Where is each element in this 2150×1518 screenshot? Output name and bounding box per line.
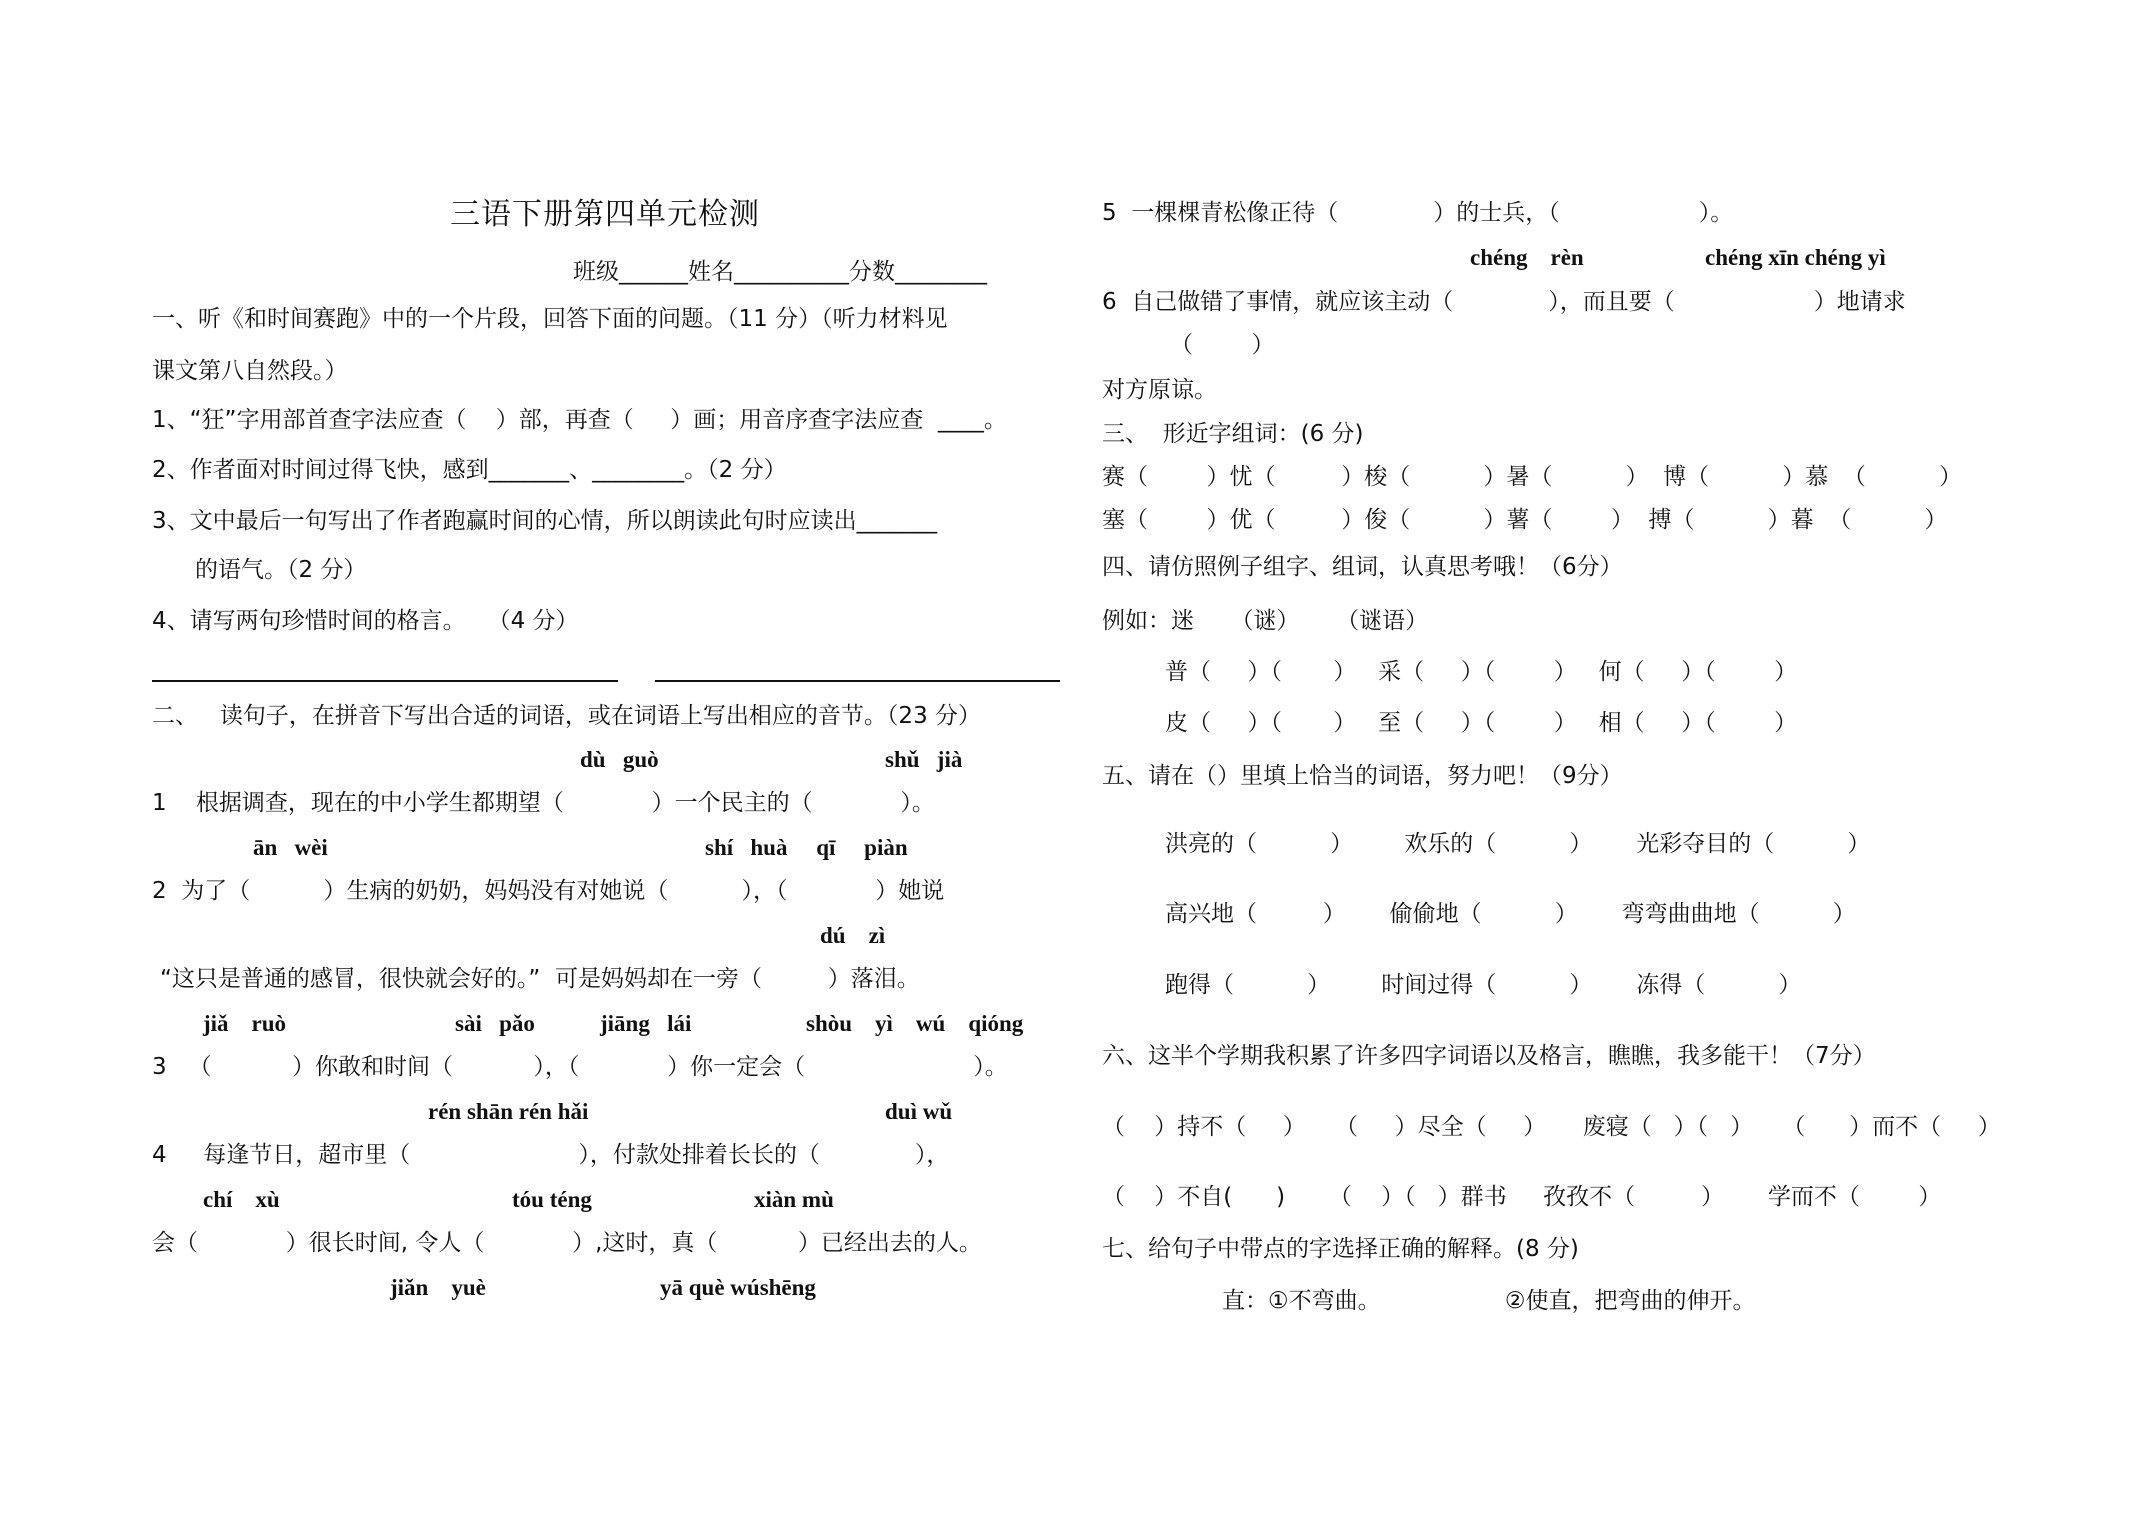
pinyin-3b: sài pǎo: [455, 1011, 535, 1036]
section1-heading-cont: 课文第八自然段。）: [152, 358, 348, 384]
pinyin-4e: xiàn mù: [754, 1187, 834, 1212]
similar-chars-row-2: 塞（ ）优（ ）俊（ ）薯（ ） 搏（ ）暮 （ ）: [1102, 507, 1948, 533]
pinyin-1b: shǔ jià: [885, 747, 963, 772]
sentence-6: 6 自己做错了事情，就应该主动（ ），而且要（ ）地请求: [1102, 289, 1906, 315]
section6-heading: 六、这半个学期我积累了许多四字词语以及格言，瞧瞧，我多能干！（7分）: [1102, 1043, 1876, 1069]
sentence-3: 3 （ ）你敢和时间（ ），（ ）你一定会（ ）。: [152, 1054, 1008, 1080]
pinyin-1a: dù guò: [580, 747, 659, 772]
fill-row-2: 高兴地（ ） 偷偷地（ ） 弯弯曲曲地（ ）: [1165, 901, 1856, 927]
fill-row-3: 跑得（ ） 时间过得（ ） 冻得（ ）: [1165, 972, 1802, 998]
pinyin-2c: dú zì: [820, 923, 886, 948]
group-row-1: 普（ ）（ ） 采（ ）（ ） 何（ ）（ ）: [1165, 659, 1798, 685]
answer-line-2[interactable]: [655, 680, 1060, 682]
pinyin-2b: shí huà qī piàn: [705, 835, 908, 860]
page-title: 三语下册第四单元检测: [450, 197, 760, 232]
definition-line: 直：①不弯曲。 ②使直，把弯曲的伸开。: [1222, 1288, 1756, 1314]
pinyin-3a: jiǎ ruò: [203, 1011, 287, 1036]
section3-heading: 三、 形近字组词：(6 分): [1102, 421, 1364, 447]
pinyin-3c: jiāng lái: [600, 1011, 692, 1036]
pinyin-4g: yā què wúshēng: [660, 1275, 816, 1300]
section2-heading: 二、 读句子，在拼音下写出合适的词语，或在词语上写出相应的音节。（23 分）: [152, 703, 982, 729]
sentence-4b: 会（ ）很长时间, 令人（ ）,这时，真（ ）已经出去的人。: [152, 1230, 982, 1256]
section4-heading: 四、请仿照例子组字、组词，认真思考哦！（6分）: [1102, 554, 1623, 580]
sentence-6c: 对方原谅。: [1102, 377, 1217, 403]
question-4: 4、请写两句珍惜时间的格言。 （4 分）: [152, 608, 579, 634]
pinyin-6a: chéng rèn: [1470, 245, 1584, 270]
fill-row-1: 洪亮的（ ） 欢乐的（ ） 光彩夺目的（ ）: [1165, 831, 1871, 857]
sentence-2: 2 为了（ ）生病的奶奶，妈妈没有对她说（ ），（ ）她说: [152, 878, 945, 904]
question-2: 2、作者面对时间过得飞快，感到_______、________。（2 分）: [152, 457, 787, 483]
header-fields: 班级______姓名__________分数________: [573, 259, 987, 285]
idiom-row-1: （ ）持不（ ） （ ）尽全（ ） 废寝（ ）（ ） （ ）而不（ ）: [1102, 1114, 2001, 1140]
pinyin-2a: ān wèi: [253, 835, 328, 860]
pinyin-3d: shòu yì wú qióng: [806, 1011, 1024, 1036]
pinyin-4d: tóu téng: [512, 1187, 592, 1212]
example-line: 例如：迷 （谜） （谜语）: [1102, 608, 1429, 634]
question-3-cont: 的语气。（2 分）: [195, 557, 367, 583]
idiom-row-2: （ ）不自( ) （ ）（ ）群书 孜孜不（ ） 学而不（ ）: [1102, 1184, 1942, 1210]
sentence-5: 5 一棵棵青松像正待（ ）的士兵，（ ）。: [1102, 200, 1734, 226]
sentence-1: 1 根据调查，现在的中小学生都期望（ ）一个民主的（ ）。: [152, 790, 935, 816]
pinyin-4b: duì wǔ: [885, 1099, 953, 1124]
answer-line-1[interactable]: [152, 680, 618, 682]
pinyin-4c: chí xù: [203, 1187, 280, 1212]
group-row-2: 皮（ ）（ ） 至（ ）（ ） 相（ ）（ ）: [1165, 710, 1798, 736]
section7-heading: 七、给句子中带点的字选择正确的解释。(8 分): [1102, 1236, 1579, 1262]
sentence-2b: “这只是普通的感冒，很快就会好的。” 可是妈妈却在一旁（ ）落泪。: [160, 966, 920, 992]
question-1: 1、“狂”字用部首查字法应查（ ）部，再查（ ）画；用音序查字法应查 ____。: [152, 407, 1007, 433]
sentence-6b: （ ）: [1170, 332, 1275, 358]
pinyin-4a: rén shān rén hǎi: [428, 1099, 589, 1124]
pinyin-4f: jiǎn yuè: [390, 1275, 486, 1300]
similar-chars-row-1: 赛（ ）忧（ ）梭（ ）暑（ ） 博（ ）慕 （ ）: [1102, 464, 1962, 490]
sentence-4: 4 每逢节日，超市里（ ），付款处排着长长的（ ），: [152, 1142, 950, 1168]
pinyin-6b: chéng xīn chéng yì: [1705, 245, 1886, 270]
section5-heading: 五、请在（）里填上恰当的词语，努力吧！（9分）: [1102, 763, 1623, 789]
question-3: 3、文中最后一句写出了作者跑赢时间的心情，所以朗读此句时应读出_______: [152, 508, 938, 534]
section1-heading: 一、听《和时间赛跑》中的一个片段，回答下面的问题。（11 分）（听力材料见: [152, 306, 948, 332]
